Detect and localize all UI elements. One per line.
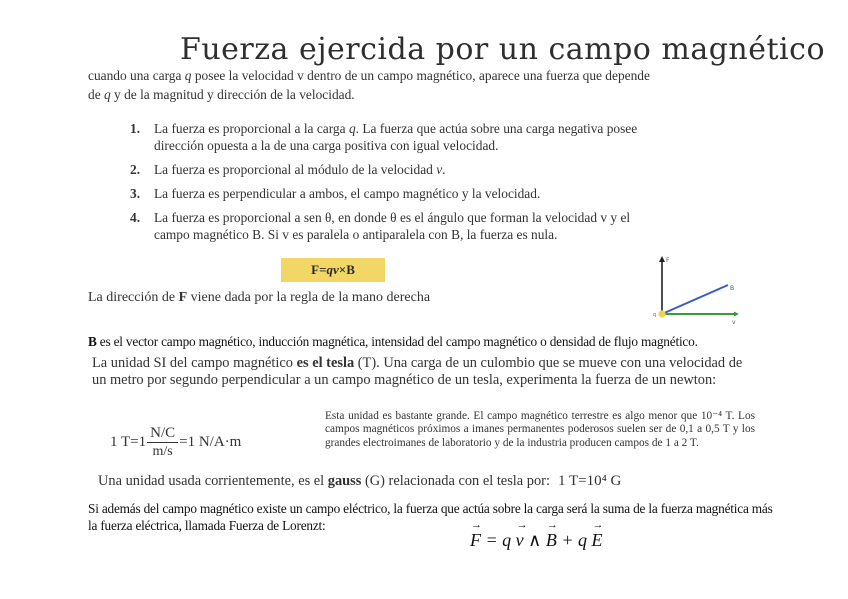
- list-number: 2.: [130, 162, 141, 177]
- list-text: La fuerza es proporcional a sen θ, en donde θ es el ángulo que forman la velocidad v y el campo magnético B. Si v es paralela o antiparalela con B, la fuerza es nula.: [154, 210, 631, 242]
- tesla-equation: [110, 424, 241, 461]
- rule-text-part: viene dada por la regla de la mano derecha: [187, 290, 431, 305]
- vector-E: → E: [592, 530, 603, 551]
- charge-symbol: q: [184, 68, 192, 83]
- gauss-relation: 1 T=10⁴ G: [557, 473, 622, 489]
- vector-v: → v: [516, 530, 524, 551]
- list-text: .: [442, 162, 446, 177]
- gauss-paragraph: [98, 473, 621, 490]
- gauss-bold: gauss: [327, 473, 362, 489]
- vector-F: → F: [470, 530, 481, 551]
- list-symbol: v: [436, 162, 443, 177]
- rule-text-F: F: [178, 290, 188, 305]
- lorentz-magnetic-formula-box: [281, 258, 385, 282]
- list-text: . La fuerza que actúa sobre una carga negativa posee dirección opuesta a la de una carga positiva con igual velocidad.: [154, 121, 638, 153]
- equation-fraction: [147, 424, 178, 461]
- b-definition: [88, 334, 698, 350]
- formula-qv: qv: [326, 262, 339, 277]
- charge-symbol: q: [104, 87, 111, 102]
- b-symbol: B: [88, 334, 97, 349]
- vector-diagram: [648, 252, 748, 327]
- force-arrowhead-icon: [659, 256, 665, 262]
- intro-text: posee la velocidad v dentro de un campo magnético, aparece una fuerza que depende: [191, 68, 650, 83]
- fraction-numerator: N/C: [147, 424, 178, 443]
- properties-list: [130, 120, 650, 250]
- equation-rhs: =1 N/A·m: [179, 434, 242, 450]
- tesla-note: Esta unidad es bastante grande. El campo magnético terrestre es algo menor que 10⁻⁴ T. Los campos magnéticos próximos a imanes permanentes poderosos suelen ser de 0,1 a 0,5 T y los grandes electroimanes de laboratorio y de la industria producen campos de 1 a 2 T.: [325, 410, 755, 449]
- intro-text: cuando una carga: [88, 68, 185, 83]
- gauss-text-part: (G) relacionada con el tesla por:: [361, 473, 550, 489]
- list-number: 4.: [130, 210, 141, 225]
- label-q: q: [653, 312, 657, 318]
- formula-equals: =: [319, 262, 327, 277]
- tesla-text-part: (T). Una carga de un culombio que se mueve con una velocidad de un metro por segundo perpendicular a un campo magnético de un tesla, experimenta la fuerza de un newton:: [92, 355, 743, 388]
- tesla-text-bold: es el tesla: [296, 355, 355, 371]
- list-item: [130, 161, 650, 178]
- b-definition-text: es el vector campo magnético, inducción magnética, intensidad del campo magnético o densidad de flujo magnético.: [96, 334, 698, 349]
- equation-lhs: 1 T=1: [110, 434, 147, 450]
- eq-part: = q: [481, 530, 516, 550]
- list-symbol: q: [348, 121, 356, 136]
- label-B: B: [730, 285, 735, 292]
- intro-text: y de la magnitud y dirección de la velocidad.: [110, 87, 355, 102]
- field-vector: [662, 285, 728, 314]
- velocity-arrowhead-icon: [734, 312, 739, 317]
- tesla-paragraph: [92, 355, 752, 388]
- intro-paragraph: [88, 66, 768, 104]
- vector-B: → B: [546, 530, 557, 551]
- list-text: La fuerza es proporcional al módulo de la velocidad: [154, 162, 437, 177]
- lorentz-equation: [470, 530, 603, 551]
- right-hand-rule-text: [88, 290, 430, 306]
- formula-cross: ×: [338, 262, 347, 277]
- intro-text: de: [88, 87, 104, 102]
- wedge-symbol: ∧: [523, 530, 546, 550]
- label-F: F: [666, 257, 670, 264]
- list-item: [130, 209, 650, 243]
- list-number: 3.: [130, 186, 141, 201]
- gauss-text-part: Una unidad usada corrientemente, es el: [98, 473, 328, 489]
- list-number: 1.: [130, 121, 141, 136]
- list-text: La fuerza es proporcional a la carga: [154, 121, 349, 136]
- eq-part: + q: [556, 530, 592, 550]
- lorentz-paragraph: Si además del campo magnético existe un campo eléctrico, la fuerza que actúa sobre la carga será la suma de la fuerza magnética más la fuerza eléctrica, llamada Fuerza de Lorenzt:: [88, 501, 773, 533]
- list-item: [130, 120, 650, 154]
- label-v: v: [732, 319, 736, 326]
- formula-B: B: [346, 262, 355, 277]
- page-title: Fuerza ejercida por un campo magnético: [180, 32, 826, 67]
- fraction-denominator: m/s: [152, 444, 173, 459]
- tesla-text-part: La unidad SI del campo magnético: [92, 355, 297, 371]
- list-text: La fuerza es perpendicular a ambos, el campo magnético y la velocidad.: [154, 186, 541, 201]
- list-item: [130, 185, 650, 202]
- formula-F: F: [311, 262, 320, 277]
- rule-text-part: La dirección de: [88, 290, 179, 305]
- charge-dot-icon: [658, 310, 665, 317]
